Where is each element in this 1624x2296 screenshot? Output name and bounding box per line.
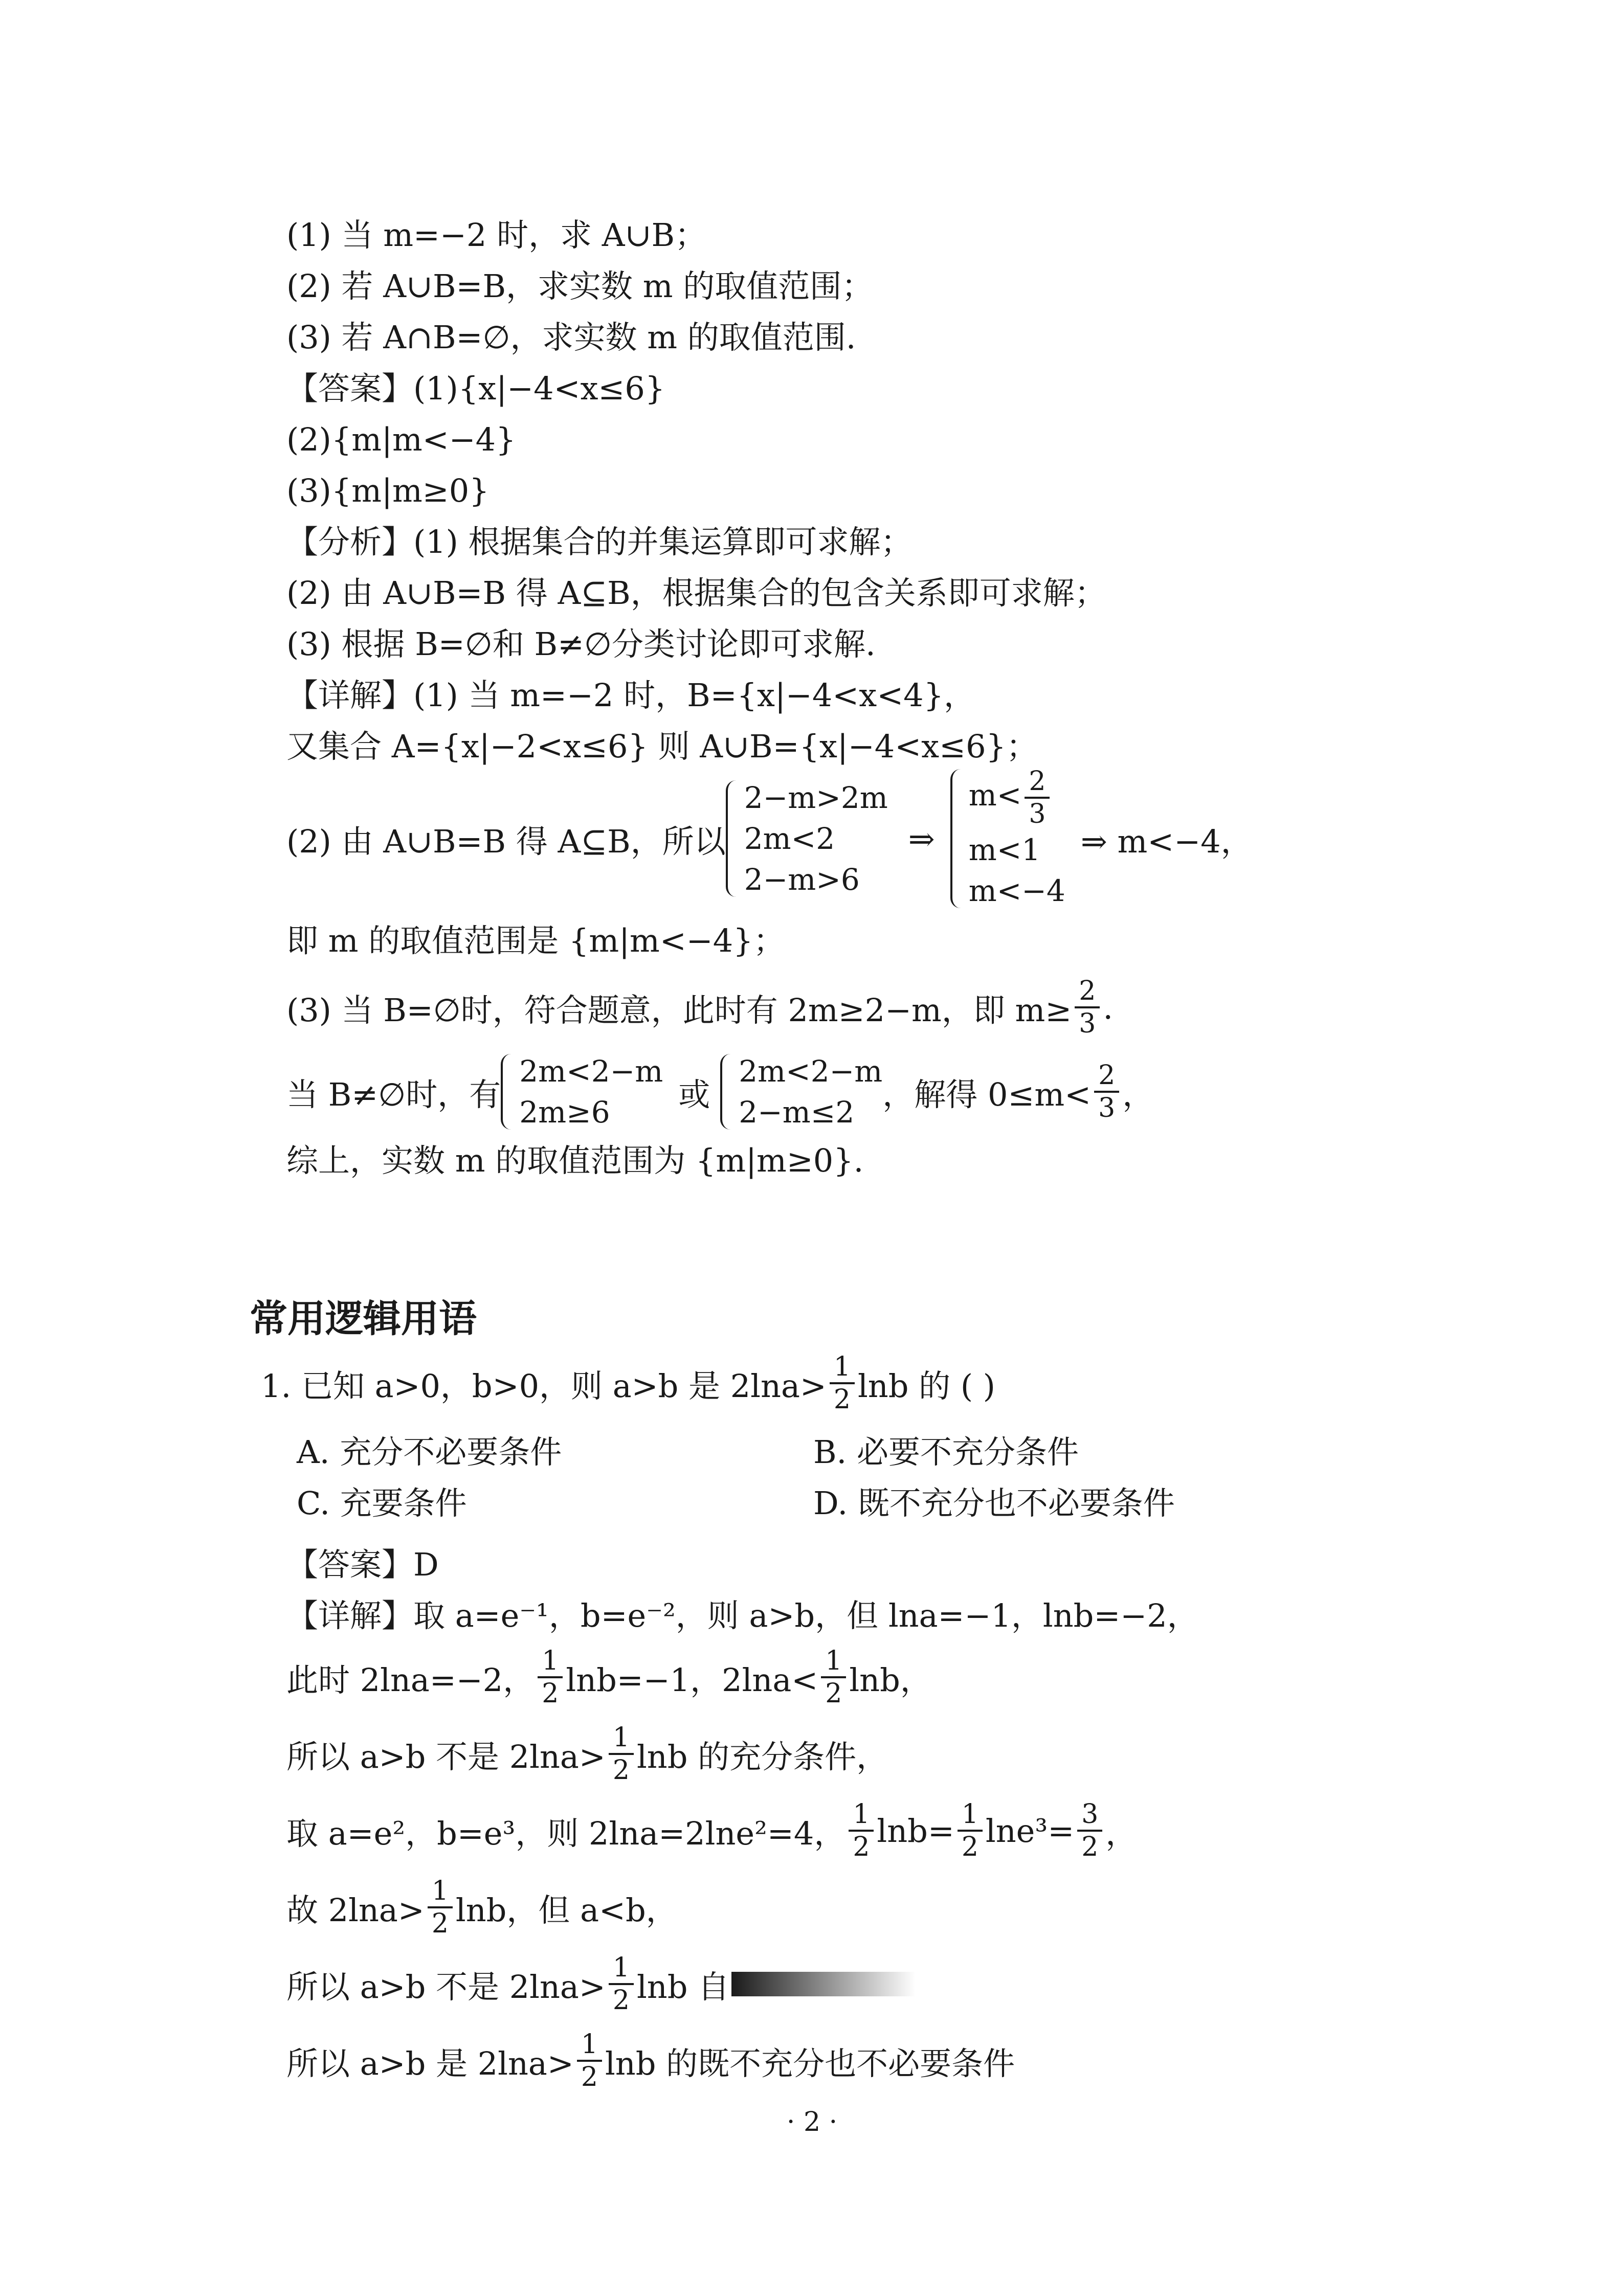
system-1-row-1: 2−m>2m bbox=[744, 780, 888, 815]
logic-detail-4-suffix: ， bbox=[1105, 1814, 1138, 1852]
detail-line-2: 又集合 A={x|−2<x≤6} 则 A∪B={x|−4<x≤6}； bbox=[286, 728, 1038, 765]
fraction-numerator: 2 bbox=[1025, 766, 1050, 799]
fade-occlusion bbox=[731, 1972, 916, 1996]
fraction-denominator: 3 bbox=[1029, 799, 1046, 829]
logic-detail-6 bbox=[286, 1948, 1361, 2020]
fraction-denominator: 3 bbox=[1079, 1008, 1096, 1039]
fraction-denominator: 2 bbox=[853, 1832, 870, 1862]
choice-b: B. 必要不充分条件 bbox=[813, 1433, 1079, 1471]
fraction bbox=[821, 1646, 846, 1709]
page-number: · 2 · bbox=[786, 2107, 838, 2137]
question-1: (1) 当 m=−2 时，求 A∪B； bbox=[286, 216, 707, 254]
fraction-denominator: 2 bbox=[612, 1755, 630, 1786]
detail-line-4-block bbox=[286, 915, 1361, 966]
detail-line-5-suffix: . bbox=[1103, 988, 1114, 1026]
logic-detail-6-suffix: lnb 自 bbox=[636, 1968, 730, 2006]
analysis-line-3: (3) 根据 B=∅和 B≠∅分类讨论即可求解. bbox=[286, 625, 876, 663]
fraction-denominator: 2 bbox=[431, 1908, 449, 1939]
fraction bbox=[1075, 976, 1100, 1039]
fraction bbox=[428, 1876, 453, 1939]
fraction-numerator: 3 bbox=[1077, 1799, 1102, 1832]
logic-answer: 【答案】D bbox=[286, 1546, 439, 1583]
system-3-row-1: 2m<2−m bbox=[519, 1054, 663, 1089]
fraction bbox=[609, 1952, 634, 2016]
system-2-row-1 bbox=[969, 766, 1065, 829]
analysis-line-1: 【分析】(1) 根据集合的并集运算即可求解； bbox=[286, 523, 913, 560]
detail-line-5-prefix: (3) 当 B=∅时，符合题意，此时有 2m≥2−m，即 m≥ bbox=[286, 991, 1072, 1029]
answer-line-3: (3){m|m≥0} bbox=[286, 472, 490, 509]
fraction bbox=[849, 1799, 874, 1862]
logic-detail-2-prefix: 此时 2lna=−2， bbox=[286, 1661, 535, 1699]
answer-line-2: (2){m|m<−4} bbox=[286, 421, 516, 458]
section-title: 常用逻辑用语 bbox=[250, 1297, 477, 1341]
fraction-numerator: 1 bbox=[830, 1352, 855, 1384]
fraction-denominator: 2 bbox=[542, 1678, 559, 1709]
fraction bbox=[538, 1646, 563, 1709]
fraction-numerator: 1 bbox=[577, 2029, 602, 2062]
system-1-row-2: 2m<2 bbox=[744, 821, 835, 856]
logic-detail-6-prefix: 所以 a>b 不是 2lna> bbox=[286, 1968, 606, 2006]
logic-detail-3-prefix: 所以 a>b 不是 2lna> bbox=[286, 1738, 606, 1775]
logic-detail-5-suffix: lnb，但 a<b， bbox=[455, 1891, 678, 1929]
fraction bbox=[1094, 1060, 1119, 1123]
system-1-row-3: 2−m>6 bbox=[744, 862, 860, 897]
system-3-row-2: 2m≥6 bbox=[519, 1095, 610, 1130]
part1-block bbox=[286, 210, 1361, 772]
fraction-denominator: 2 bbox=[581, 2062, 598, 2092]
detail-line-6-prefix: 当 B≠∅时，有 bbox=[286, 1075, 501, 1113]
choice-c: C. 充要条件 bbox=[297, 1484, 467, 1522]
detail-line-6-mid: ，解得 0≤m< bbox=[882, 1075, 1092, 1113]
logic-detail-7-suffix: lnb 的既不充分也不必要条件 bbox=[605, 2044, 1015, 2082]
inequality-system-4 bbox=[720, 1051, 882, 1133]
system-4-row-2: 2−m≤2 bbox=[739, 1095, 855, 1130]
fraction-numerator: 2 bbox=[1094, 1060, 1119, 1093]
logic-question bbox=[261, 1350, 1335, 1416]
detail-line-5 bbox=[286, 974, 1361, 1041]
fraction-denominator: 2 bbox=[612, 1985, 630, 2016]
detail-line-4: 即 m 的取值范围是 {m|m<−4}； bbox=[286, 922, 785, 959]
fraction-denominator: 2 bbox=[1081, 1832, 1099, 1862]
system-4-row-1: 2m<2−m bbox=[739, 1054, 883, 1089]
fraction bbox=[577, 2029, 602, 2092]
detail-line-6 bbox=[286, 1048, 1361, 1135]
fraction-numerator: 1 bbox=[958, 1799, 983, 1832]
logic-detail-7 bbox=[286, 2025, 1361, 2097]
logic-question-suffix: lnb 的 ( ) bbox=[857, 1367, 995, 1405]
detail-line-3-suffix: ⇒ m<−4， bbox=[1080, 822, 1253, 860]
fraction-numerator: 1 bbox=[849, 1799, 874, 1832]
answer-line-1: 【答案】(1){x|−4<x≤6} bbox=[286, 370, 665, 407]
inequality-system-2 bbox=[950, 766, 1065, 911]
implies-symbol: ⇒ bbox=[908, 820, 935, 858]
fraction-numerator: 1 bbox=[609, 1722, 634, 1755]
logic-detail-4-prefix: 取 a=e²，b=e³，则 2lna=2lne²=4， bbox=[286, 1814, 846, 1852]
logic-question-prefix: 1. 已知 a>0，b>0，则 a>b 是 2lna> bbox=[261, 1367, 827, 1405]
logic-detail-5-prefix: 故 2lna> bbox=[286, 1891, 425, 1929]
logic-detail-2-mid: lnb=−1，2lna< bbox=[566, 1661, 818, 1699]
fraction-numerator: 1 bbox=[538, 1646, 563, 1678]
logic-detail-7-prefix: 所以 a>b 是 2lna> bbox=[286, 2044, 574, 2082]
or-word: 或 bbox=[678, 1075, 710, 1113]
system-2-row-1-text: m< bbox=[968, 778, 1022, 813]
logic-detail-4 bbox=[286, 1795, 1361, 1866]
choices-block bbox=[297, 1427, 1371, 1539]
fraction-numerator: 1 bbox=[821, 1646, 846, 1678]
fraction-numerator: 1 bbox=[428, 1876, 453, 1908]
logic-answer-block bbox=[286, 1539, 1361, 1641]
detail-line-3-prefix: (2) 由 A∪B=B 得 A⊆B，所以 bbox=[286, 822, 726, 860]
question-2: (2) 若 A∪B=B，求实数 m 的取值范围； bbox=[286, 267, 874, 305]
fraction-numerator: 1 bbox=[609, 1952, 634, 1985]
logic-detail-4-mid2: lne³= bbox=[985, 1812, 1075, 1850]
detail-line-7: 综上，实数 m 的取值范围为 {m|m≥0}. bbox=[286, 1142, 864, 1179]
inequality-system-3 bbox=[501, 1051, 663, 1133]
logic-detail-2 bbox=[286, 1641, 1361, 1713]
choice-d: D. 既不充分也不必要条件 bbox=[813, 1484, 1175, 1522]
system-2-row-3: m<−4 bbox=[968, 873, 1065, 908]
logic-detail-3-suffix: lnb 的充分条件， bbox=[636, 1738, 888, 1775]
question-3: (3) 若 A∩B=∅，求实数 m 的取值范围. bbox=[286, 319, 856, 356]
fraction bbox=[830, 1352, 855, 1415]
fraction-denominator: 2 bbox=[825, 1678, 842, 1709]
system-2-row-2: m<1 bbox=[968, 832, 1041, 867]
fraction-denominator: 2 bbox=[961, 1832, 978, 1862]
fraction-denominator: 2 bbox=[833, 1384, 851, 1415]
fraction-denominator: 3 bbox=[1098, 1093, 1116, 1123]
logic-detail-5 bbox=[286, 1872, 1361, 1943]
detail-line-3 bbox=[286, 766, 1361, 908]
logic-detail-4-mid: lnb= bbox=[877, 1812, 954, 1850]
fraction-numerator: 2 bbox=[1075, 976, 1100, 1008]
fraction bbox=[1077, 1799, 1102, 1862]
logic-detail-3 bbox=[286, 1718, 1361, 1790]
choice-a: A. 充分不必要条件 bbox=[297, 1433, 562, 1471]
inequality-system-1 bbox=[726, 777, 888, 900]
fraction bbox=[958, 1799, 983, 1862]
logic-detail-1: 【详解】取 a=e⁻¹，b=e⁻²，则 a>b，但 lna=−1，lnb=−2， bbox=[286, 1597, 1199, 1634]
logic-detail-2-suffix: lnb， bbox=[849, 1661, 932, 1699]
detail-line-7-block bbox=[286, 1135, 1361, 1186]
fraction bbox=[1025, 766, 1050, 829]
detail-line-6-suffix: ， bbox=[1122, 1075, 1154, 1113]
detail-line-1: 【详解】(1) 当 m=−2 时，B={x|−4<x<4}， bbox=[286, 677, 976, 714]
analysis-line-2: (2) 由 A∪B=B 得 A⊆B，根据集合的包含关系即可求解； bbox=[286, 574, 1106, 612]
fraction bbox=[609, 1722, 634, 1786]
